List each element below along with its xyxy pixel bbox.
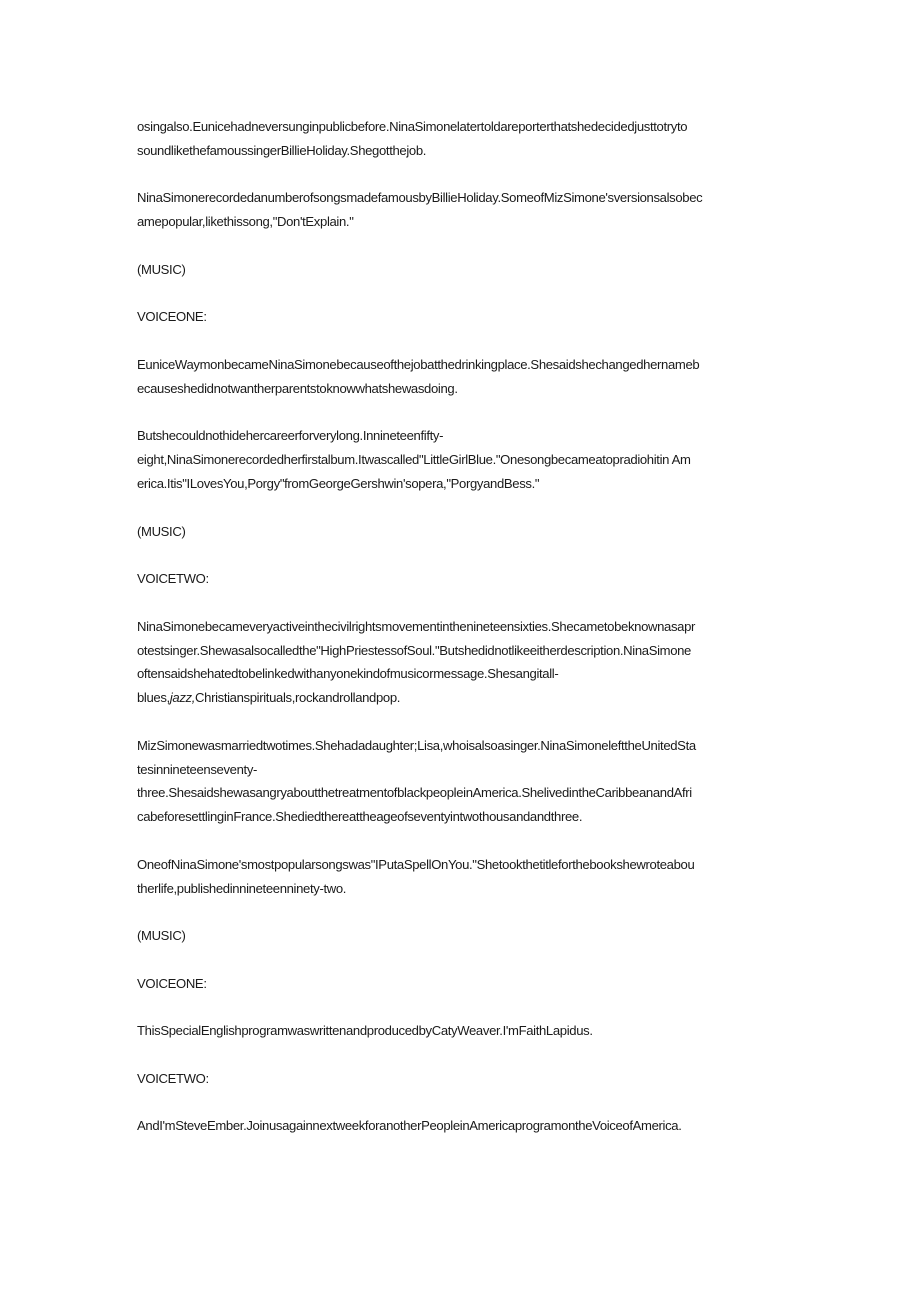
paragraph-spell-on-you <box>137 853 787 901</box>
text-line: tesinnineteenseventy- <box>137 761 258 777</box>
text-line: therlife,publishedinnineteenninety-two. <box>137 880 347 896</box>
text-line: soundlikethefamoussingerBillieHoliday.Shegotthejob. <box>137 142 427 158</box>
text-line: VOICETWO: <box>137 571 209 587</box>
paragraph-closing <box>137 1114 787 1138</box>
paragraph-civil-rights <box>137 615 787 710</box>
text-line: MizSimonewasmarriedtwotimes.Shehadadaughter;Lisa,whoisalsoasinger.NinaSimonelefttheUnitedSta <box>137 737 696 753</box>
text-line: eight,NinaSimonerecordedherfirstalbum.Itwascalled"LittleGirlBlue."Onesongbecameatopradiohitin Am <box>137 452 691 468</box>
music-cue <box>137 520 787 544</box>
text-line: amepopular,likethissong,"Don'tExplain." <box>137 214 354 230</box>
paragraph-billie-holiday-job <box>137 115 787 163</box>
italic-text-segment: jazz, <box>169 690 196 706</box>
text-line: NinaSimonerecordedanumberofsongsmadefamousbyBillieHoliday.SomeofMizSimone'sversionsalsobec <box>137 190 703 206</box>
speaker-label <box>137 1067 787 1091</box>
text-segment: Christianspirituals,rockandrollandpop. <box>195 690 401 706</box>
text-line: AndI'mSteveEmber.JoinusagainnextweekforanotherPeopleinAmericaprogramontheVoiceofAmerica. <box>137 1118 682 1134</box>
speaker-label <box>137 567 787 591</box>
music-cue <box>137 258 787 282</box>
speaker-label <box>137 305 787 329</box>
text-line: three.ShesaidshewasangryaboutthetreatmentofblackpeopleinAmerica.ShelivedintheCaribbeanandAfri <box>137 785 692 801</box>
paragraph-name-change <box>137 353 787 401</box>
document-body <box>137 115 787 1162</box>
text-line: (MUSIC) <box>137 523 186 539</box>
text-line: (MUSIC) <box>137 928 186 944</box>
text-line: OneofNinaSimone'smostpopularsongswas"IPutaSpellOnYou."Shetookthetitleforthebookshewroteabou <box>137 856 695 872</box>
text-line: otestsinger.Shewasalsocalledthe"HighPriestessofSoul."Butshedidnotlikeeitherdescription.NinaSimone <box>137 642 691 658</box>
text-line: osingalso.Eunicehadneversunginpublicbefore.NinaSimonelatertoldareporterthatshedecidedjusttotryto <box>137 119 688 134</box>
text-line: (MUSIC) <box>137 261 186 277</box>
text-line <box>137 686 787 710</box>
text-line: erica.Itis"ILovesYou,Porgy"fromGeorgeGershwin'sopera,"PorgyandBess." <box>137 475 540 491</box>
text-line: ecauseshedidnotwantherparentstoknowwhatshewasdoing. <box>137 380 458 396</box>
paragraph-dont-explain <box>137 186 787 234</box>
text-segment: blues, <box>137 690 170 706</box>
paragraph-first-album <box>137 424 787 495</box>
text-line: ThisSpecialEnglishprogramwaswrittenandproducedbyCatyWeaver.I'mFaithLapidus. <box>137 1023 593 1039</box>
paragraph-marriage-france <box>137 734 787 829</box>
text-line: Butshecouldnothidehercareerforverylong.Innineteenfifty- <box>137 428 444 444</box>
text-line: cabeforesettlinginFrance.Shediedthereattheageofseventyintwothousandandthree. <box>137 809 583 825</box>
text-line: oftensaidshehatedtobelinkedwithanyonekindofmusicormessage.Shesangitall- <box>137 666 559 682</box>
music-cue <box>137 924 787 948</box>
text-line: EuniceWaymonbecameNinaSimonebecauseofthejobatthedrinkingplace.Shesaidshechangedhernameb <box>137 356 700 372</box>
speaker-label <box>137 972 787 996</box>
text-line: VOICEONE: <box>137 309 207 325</box>
text-line: VOICETWO: <box>137 1070 209 1086</box>
text-line: VOICEONE: <box>137 975 207 991</box>
text-line: NinaSimonebecameveryactiveinthecivilrightsmovementinthenineteensixties.Shecametobeknownasapr <box>137 618 696 634</box>
paragraph-credits <box>137 1019 787 1043</box>
